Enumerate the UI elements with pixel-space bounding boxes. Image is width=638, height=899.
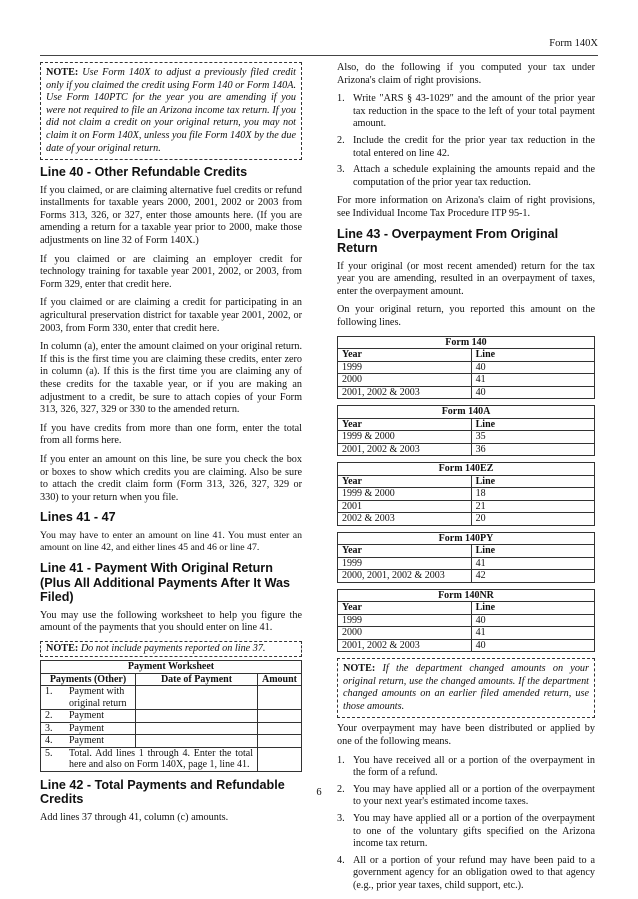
list-item bbox=[337, 93, 595, 131]
year-cell: 2001 bbox=[338, 500, 472, 513]
left-column bbox=[40, 62, 302, 830]
table-caption: Form 140A bbox=[338, 406, 595, 419]
year-cell: 2001, 2002 & 2003 bbox=[338, 639, 472, 652]
worksheet-title: Payment Worksheet bbox=[41, 661, 302, 674]
item-text: You may have applied all or a portion of the overpayment to one of the voluntary gifts specified on the Arizona income tax return. bbox=[353, 812, 595, 850]
line-cell: 40 bbox=[471, 361, 594, 374]
table-caption: Form 140EZ bbox=[338, 463, 595, 476]
year-cell: 2000, 2001, 2002 & 2003 bbox=[338, 570, 472, 583]
table-row bbox=[41, 747, 302, 771]
col-year: Year bbox=[338, 602, 472, 615]
amount-cell[interactable] bbox=[257, 686, 301, 710]
page-number: 6 bbox=[316, 787, 322, 798]
paragraph: Your overpayment may have been distributed or applied by one of the following means. bbox=[337, 723, 595, 747]
line-cell: 40 bbox=[471, 614, 594, 627]
row-number: 5. bbox=[41, 747, 66, 771]
line-cell: 35 bbox=[471, 431, 594, 444]
col-year: Year bbox=[338, 545, 472, 558]
table-caption: Form 140NR bbox=[338, 589, 595, 602]
note-box bbox=[40, 62, 302, 160]
table-row bbox=[41, 722, 302, 735]
paragraph: On your original return, you reported this amount on the following lines. bbox=[337, 304, 595, 328]
item-number: 3. bbox=[337, 812, 345, 824]
note-label: NOTE: bbox=[46, 67, 79, 78]
row-label: Payment bbox=[65, 722, 136, 735]
payment-worksheet bbox=[40, 660, 302, 772]
paragraph: Add lines 37 through 41, column (c) amounts. bbox=[40, 811, 229, 823]
paragraph: If your original (or most recent amended) return for the tax year you are amending, resulted in an overpayment of taxes, enter the overpayment amount. bbox=[337, 260, 595, 297]
table-row bbox=[338, 488, 595, 501]
list-item bbox=[337, 855, 595, 893]
paragraph: If you claimed or are claiming a credit for participating in an agricultural preservation district for taxable year 2001, 2002, or 2003, from Form 330, enter that credit here. bbox=[40, 297, 302, 334]
table-row bbox=[41, 686, 302, 710]
year-cell: 2000 bbox=[338, 374, 472, 387]
line-table bbox=[337, 405, 595, 456]
total-label: Total. Add lines 1 through 4. Enter the total here and also on Form 140X, page 1, line 41. bbox=[65, 747, 257, 771]
date-cell[interactable] bbox=[136, 722, 258, 735]
line-cell: 42 bbox=[471, 570, 594, 583]
total-amount-cell[interactable] bbox=[257, 747, 301, 771]
list-item bbox=[337, 164, 595, 189]
note-label: NOTE: bbox=[46, 642, 79, 654]
line-cell: 41 bbox=[471, 557, 594, 570]
col-payments: Payments (Other) bbox=[41, 673, 136, 686]
amount-cell[interactable] bbox=[257, 722, 301, 735]
col-year: Year bbox=[338, 475, 472, 488]
table-caption: Form 140PY bbox=[338, 532, 595, 545]
line-cell: 21 bbox=[471, 500, 594, 513]
note-box-2 bbox=[40, 641, 302, 658]
heading-line-41: Line 41 - Payment With Original Return (Plus All Additional Payments After It Was Filed) bbox=[40, 561, 291, 604]
item-number: 2. bbox=[337, 783, 345, 795]
col-year: Year bbox=[338, 418, 472, 431]
line-table bbox=[337, 589, 595, 653]
note-box-3 bbox=[337, 658, 595, 718]
table-row bbox=[338, 639, 595, 652]
year-cell: 1999 bbox=[338, 557, 472, 570]
amount-cell[interactable] bbox=[257, 710, 301, 723]
item-text: Include the credit for the prior year tax reduction in the total entered on line 42. bbox=[353, 134, 595, 159]
table-row bbox=[338, 374, 595, 387]
paragraph: Also, do the following if you computed your tax under Arizona's claim of right provisions. bbox=[337, 62, 595, 86]
paragraph: If you enter an amount on this line, be sure you check the box or boxes to show which credits you are claiming. Also be sure to attach the credit claim form (Form 313, 326, 327, 329 or 330) to your return when you file. bbox=[40, 453, 302, 503]
item-text: Write "ARS § 43-1029" and the amount of the prior year tax reduction in the space to the left of your total payment amount. bbox=[353, 93, 595, 130]
paragraph: If you claimed, or are claiming alternative fuel credits or refund installments for taxable years 2000, 2001, 2002 or 2003 from Forms 313, 326, or 327, enter those amounts here. (If you are amending a return for a taxable year prior to 2000, make those adjustments on line 32 of Form 140X.) bbox=[40, 184, 302, 247]
heading-line-42: Line 42 - Total Payments and Refundable Credits bbox=[40, 777, 285, 807]
col-amount: Amount bbox=[257, 673, 301, 686]
line-cell: 40 bbox=[471, 639, 594, 652]
line-cell: 41 bbox=[471, 627, 594, 640]
line-reference-tables bbox=[337, 336, 595, 653]
right-column bbox=[337, 62, 595, 899]
col-year: Year bbox=[338, 349, 472, 362]
item-number: 2. bbox=[337, 134, 345, 146]
paragraph: If you claimed or are claiming an employer credit for technology training for taxable year 2001, 2002, or 2003, from Form 329, enter that credit here. bbox=[40, 253, 302, 290]
table-row bbox=[338, 361, 595, 374]
note-text: Use Form 140X to adjust a previously filed credit only if you claimed the credit using Form 140 or Form 140A. Use Form 140PTC for the year you are amending if you were not required to file an Arizona income tax return. If you did not claim a credit on your original return, you may not claim it on Form 140X, unless you file Form 140X by the due date of your original return. bbox=[46, 67, 296, 154]
line-table bbox=[337, 532, 595, 583]
line-cell: 40 bbox=[471, 386, 594, 399]
year-cell: 2002 & 2003 bbox=[338, 513, 472, 526]
item-number: 1. bbox=[337, 754, 345, 766]
line-cell: 20 bbox=[471, 513, 594, 526]
paragraph: In column (a), enter the amount claimed on your original return. If this is the first time you are claiming these credits, enter zero in column (a). If this is the first time you are claiming any of these credits for the taxable year, or if you are making an adjustment to a credit, be sure to attach copies of your Form 313, 326, 327, 329 or 330 to the amended return. bbox=[40, 341, 302, 416]
table-row bbox=[41, 735, 302, 748]
overpayment-means bbox=[337, 755, 595, 893]
claim-of-right-steps bbox=[337, 93, 595, 189]
table-row bbox=[338, 627, 595, 640]
paragraph: You may have to enter an amount on line 41. You must enter an amount on line 42, and either lines 45 and 46 or line 47. bbox=[40, 529, 302, 554]
date-cell[interactable] bbox=[136, 735, 258, 748]
table-row bbox=[338, 513, 595, 526]
year-cell: 1999 bbox=[338, 614, 472, 627]
header-rule bbox=[40, 55, 598, 56]
note-text: If the department changed amounts on your original return, use the changed amounts. If the department changed amounts on an earlier filed amended return, use those amounts. bbox=[343, 663, 589, 712]
table-row bbox=[338, 443, 595, 456]
col-line: Line bbox=[471, 418, 594, 431]
table-caption: Form 140 bbox=[338, 336, 595, 349]
table-row bbox=[338, 386, 595, 399]
row-number: 4. bbox=[41, 735, 66, 748]
table-row bbox=[338, 614, 595, 627]
heading-line-43: Line 43 - Overpayment From Original Return bbox=[337, 226, 559, 256]
paragraph: You may use the following worksheet to help you figure the amount of the payments that you should enter on line 41. bbox=[40, 609, 302, 634]
item-text: You may have applied all or a portion of the overpayment to your next year's estimated income taxes. bbox=[353, 783, 595, 808]
note-text: Do not include payments reported on line 37. bbox=[80, 642, 266, 654]
date-cell[interactable] bbox=[136, 710, 258, 723]
year-cell: 1999 & 2000 bbox=[338, 488, 472, 501]
year-cell: 2001, 2002 & 2003 bbox=[338, 386, 472, 399]
col-line: Line bbox=[471, 602, 594, 615]
col-line: Line bbox=[471, 545, 594, 558]
year-cell: 2001, 2002 & 2003 bbox=[338, 443, 472, 456]
table-row bbox=[338, 500, 595, 513]
table-row bbox=[338, 570, 595, 583]
line-cell: 18 bbox=[471, 488, 594, 501]
item-text: All or a portion of your refund may have been paid to a government agency for an obligation owed to that agency (e.g., prior year taxes, child support, etc.). bbox=[353, 854, 595, 891]
line-table bbox=[337, 336, 595, 400]
row-number: 3. bbox=[41, 722, 66, 735]
item-number: 3. bbox=[337, 164, 345, 176]
col-line: Line bbox=[471, 349, 594, 362]
row-label: Payment bbox=[65, 710, 136, 723]
row-label: Payment bbox=[65, 735, 136, 748]
row-number: 2. bbox=[41, 710, 66, 723]
heading-line-40: Line 40 - Other Refundable Credits bbox=[40, 165, 248, 180]
line-table bbox=[337, 462, 595, 526]
list-item bbox=[337, 813, 595, 851]
table-row bbox=[338, 431, 595, 444]
table-row bbox=[338, 557, 595, 570]
col-line: Line bbox=[471, 475, 594, 488]
amount-cell[interactable] bbox=[257, 735, 301, 748]
page-header-form: Form 140X bbox=[549, 38, 598, 49]
line-cell: 41 bbox=[471, 374, 594, 387]
item-number: 4. bbox=[337, 854, 345, 866]
list-item bbox=[337, 135, 595, 160]
row-number: 1. bbox=[41, 686, 66, 710]
year-cell: 1999 bbox=[338, 361, 472, 374]
paragraph: If you have credits from more than one form, enter the total from all forms here. bbox=[40, 422, 302, 447]
date-cell[interactable] bbox=[136, 686, 258, 710]
list-item bbox=[337, 755, 595, 780]
note-label: NOTE: bbox=[343, 663, 376, 674]
year-cell: 2000 bbox=[338, 627, 472, 640]
col-date: Date of Payment bbox=[136, 673, 258, 686]
item-text: You have received all or a portion of the overpayment in the form of a refund. bbox=[353, 754, 595, 779]
item-number: 1. bbox=[337, 93, 345, 105]
paragraph: For more information on Arizona's claim of right provisions, see Individual Income Tax Procedure ITP 95-1. bbox=[337, 195, 595, 219]
heading-lines-41-47: Lines 41 - 47 bbox=[40, 510, 116, 525]
line-cell: 36 bbox=[471, 443, 594, 456]
item-text: Attach a schedule explaining the amounts repaid and the computation of the prior year tax reduction. bbox=[353, 164, 595, 188]
table-row bbox=[41, 710, 302, 723]
year-cell: 1999 & 2000 bbox=[338, 431, 472, 444]
row-label: Payment with original return bbox=[65, 686, 136, 710]
